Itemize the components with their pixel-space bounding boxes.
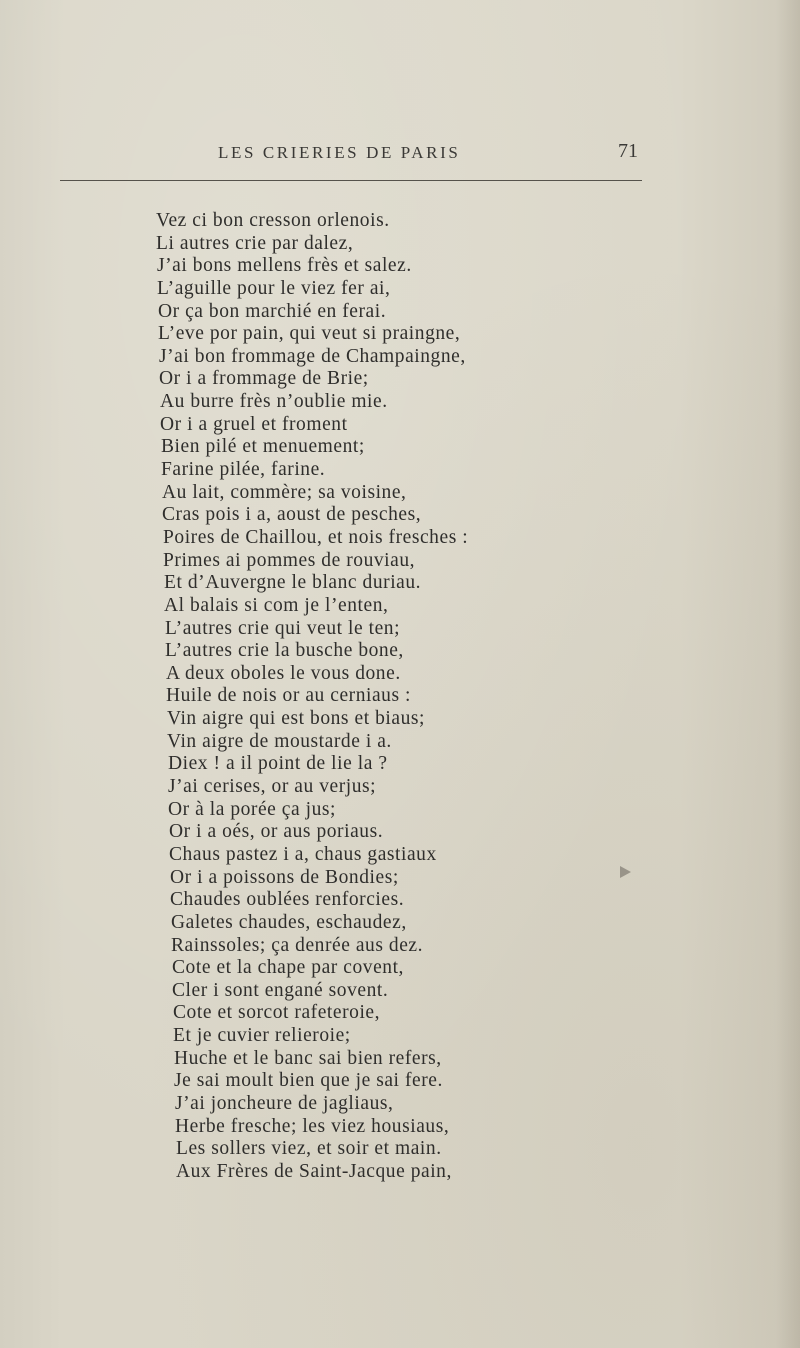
page-number: 71 xyxy=(618,140,638,162)
verse-line: Farine pilée, farine. xyxy=(161,459,326,481)
page-edge-shadow xyxy=(776,0,800,1348)
verse-line: J’ai bon frommage de Champaingne, xyxy=(159,345,466,367)
verse-line: Herbe fresche; les viez housiaus, xyxy=(175,1115,450,1137)
verse-line: Or ça bon marchié en ferai. xyxy=(158,300,387,322)
verse-line: Or i a poissons de Bondies; xyxy=(170,866,399,888)
verse-line: J’ai cerises, or au verjus; xyxy=(168,776,377,798)
verse-line: Au burre frès n’oublie mie. xyxy=(160,391,388,413)
verse-line: Cler i sont engané sovent. xyxy=(172,979,389,1001)
verse-line: Les sollers viez, et soir et main. xyxy=(176,1138,442,1160)
verse-line: Galetes chaudes, eschaudez, xyxy=(171,911,407,933)
verse-line: Primes ai pommes de rouviau, xyxy=(163,549,416,571)
verse-line: Et d’Auvergne le blanc duriau. xyxy=(164,572,422,594)
header-rule xyxy=(60,180,642,181)
verse-line: L’autres crie la busche bone, xyxy=(165,640,404,662)
verse-line: Aux Frères de Saint-Jacque pain, xyxy=(176,1160,452,1182)
poem-text xyxy=(156,210,636,1184)
verse-line: Al balais si com je l’enten, xyxy=(164,594,389,616)
verse-line: Or i a oés, or aus poriaus. xyxy=(169,821,384,843)
verse-line: Au lait, commère; sa voisine, xyxy=(162,481,407,503)
verse-line: Vin aigre de moustarde i a. xyxy=(167,730,392,752)
verse-line: Vin aigre qui est bons et biaus; xyxy=(167,708,425,730)
verse-line: Diex ! a il point de lie la ? xyxy=(168,753,388,775)
verse-line: Vez ci bon cresson orlenois. xyxy=(156,210,390,231)
verse-line: Huile de nois or au cerniaus : xyxy=(166,685,412,707)
verse-line: Li autres crie par dalez, xyxy=(156,232,354,254)
verse-line: Cote et la chape par covent, xyxy=(172,957,404,979)
verse-line: A deux oboles le vous done. xyxy=(166,662,401,684)
margin-mark-icon xyxy=(620,866,631,878)
running-title: LES CRIERIES DE PARIS xyxy=(218,143,461,162)
verse-line: Rainssoles; ça denrée aus dez. xyxy=(171,934,424,956)
verse-line: Chaus pastez i a, chaus gastiaux xyxy=(169,843,437,865)
verse-line: L’eve por pain, qui veut si praingne, xyxy=(158,323,461,345)
verse-line: Or i a frommage de Brie; xyxy=(159,368,369,390)
verse-line: L’aguille pour le viez fer ai, xyxy=(157,277,391,299)
verse-line: L’autres crie qui veut le ten; xyxy=(165,617,401,639)
verse-line: Et je cuvier relieroie; xyxy=(173,1025,351,1047)
verse-line: Or i a gruel et froment xyxy=(160,413,348,435)
verse-line: Cras pois i a, aoust de pesches, xyxy=(162,504,422,526)
verse-line: Or à la porée ça jus; xyxy=(168,798,337,820)
verse-line: J’ai joncheure de jagliaus, xyxy=(175,1092,394,1114)
verse-line: Chaudes oublées renforcies. xyxy=(170,889,405,911)
verse-line: Poires de Chaillou, et nois fresches : xyxy=(163,526,469,548)
verse-line: J’ai bons mellens frès et salez. xyxy=(157,255,412,277)
verse-line: Je sai moult bien que je sai fere. xyxy=(174,1070,443,1092)
verse-line: Bien pilé et menuement; xyxy=(161,436,365,458)
verse-line: Huche et le banc sai bien refers, xyxy=(174,1047,442,1069)
verse-line: Cote et sorcot rafeteroie, xyxy=(173,1002,381,1024)
